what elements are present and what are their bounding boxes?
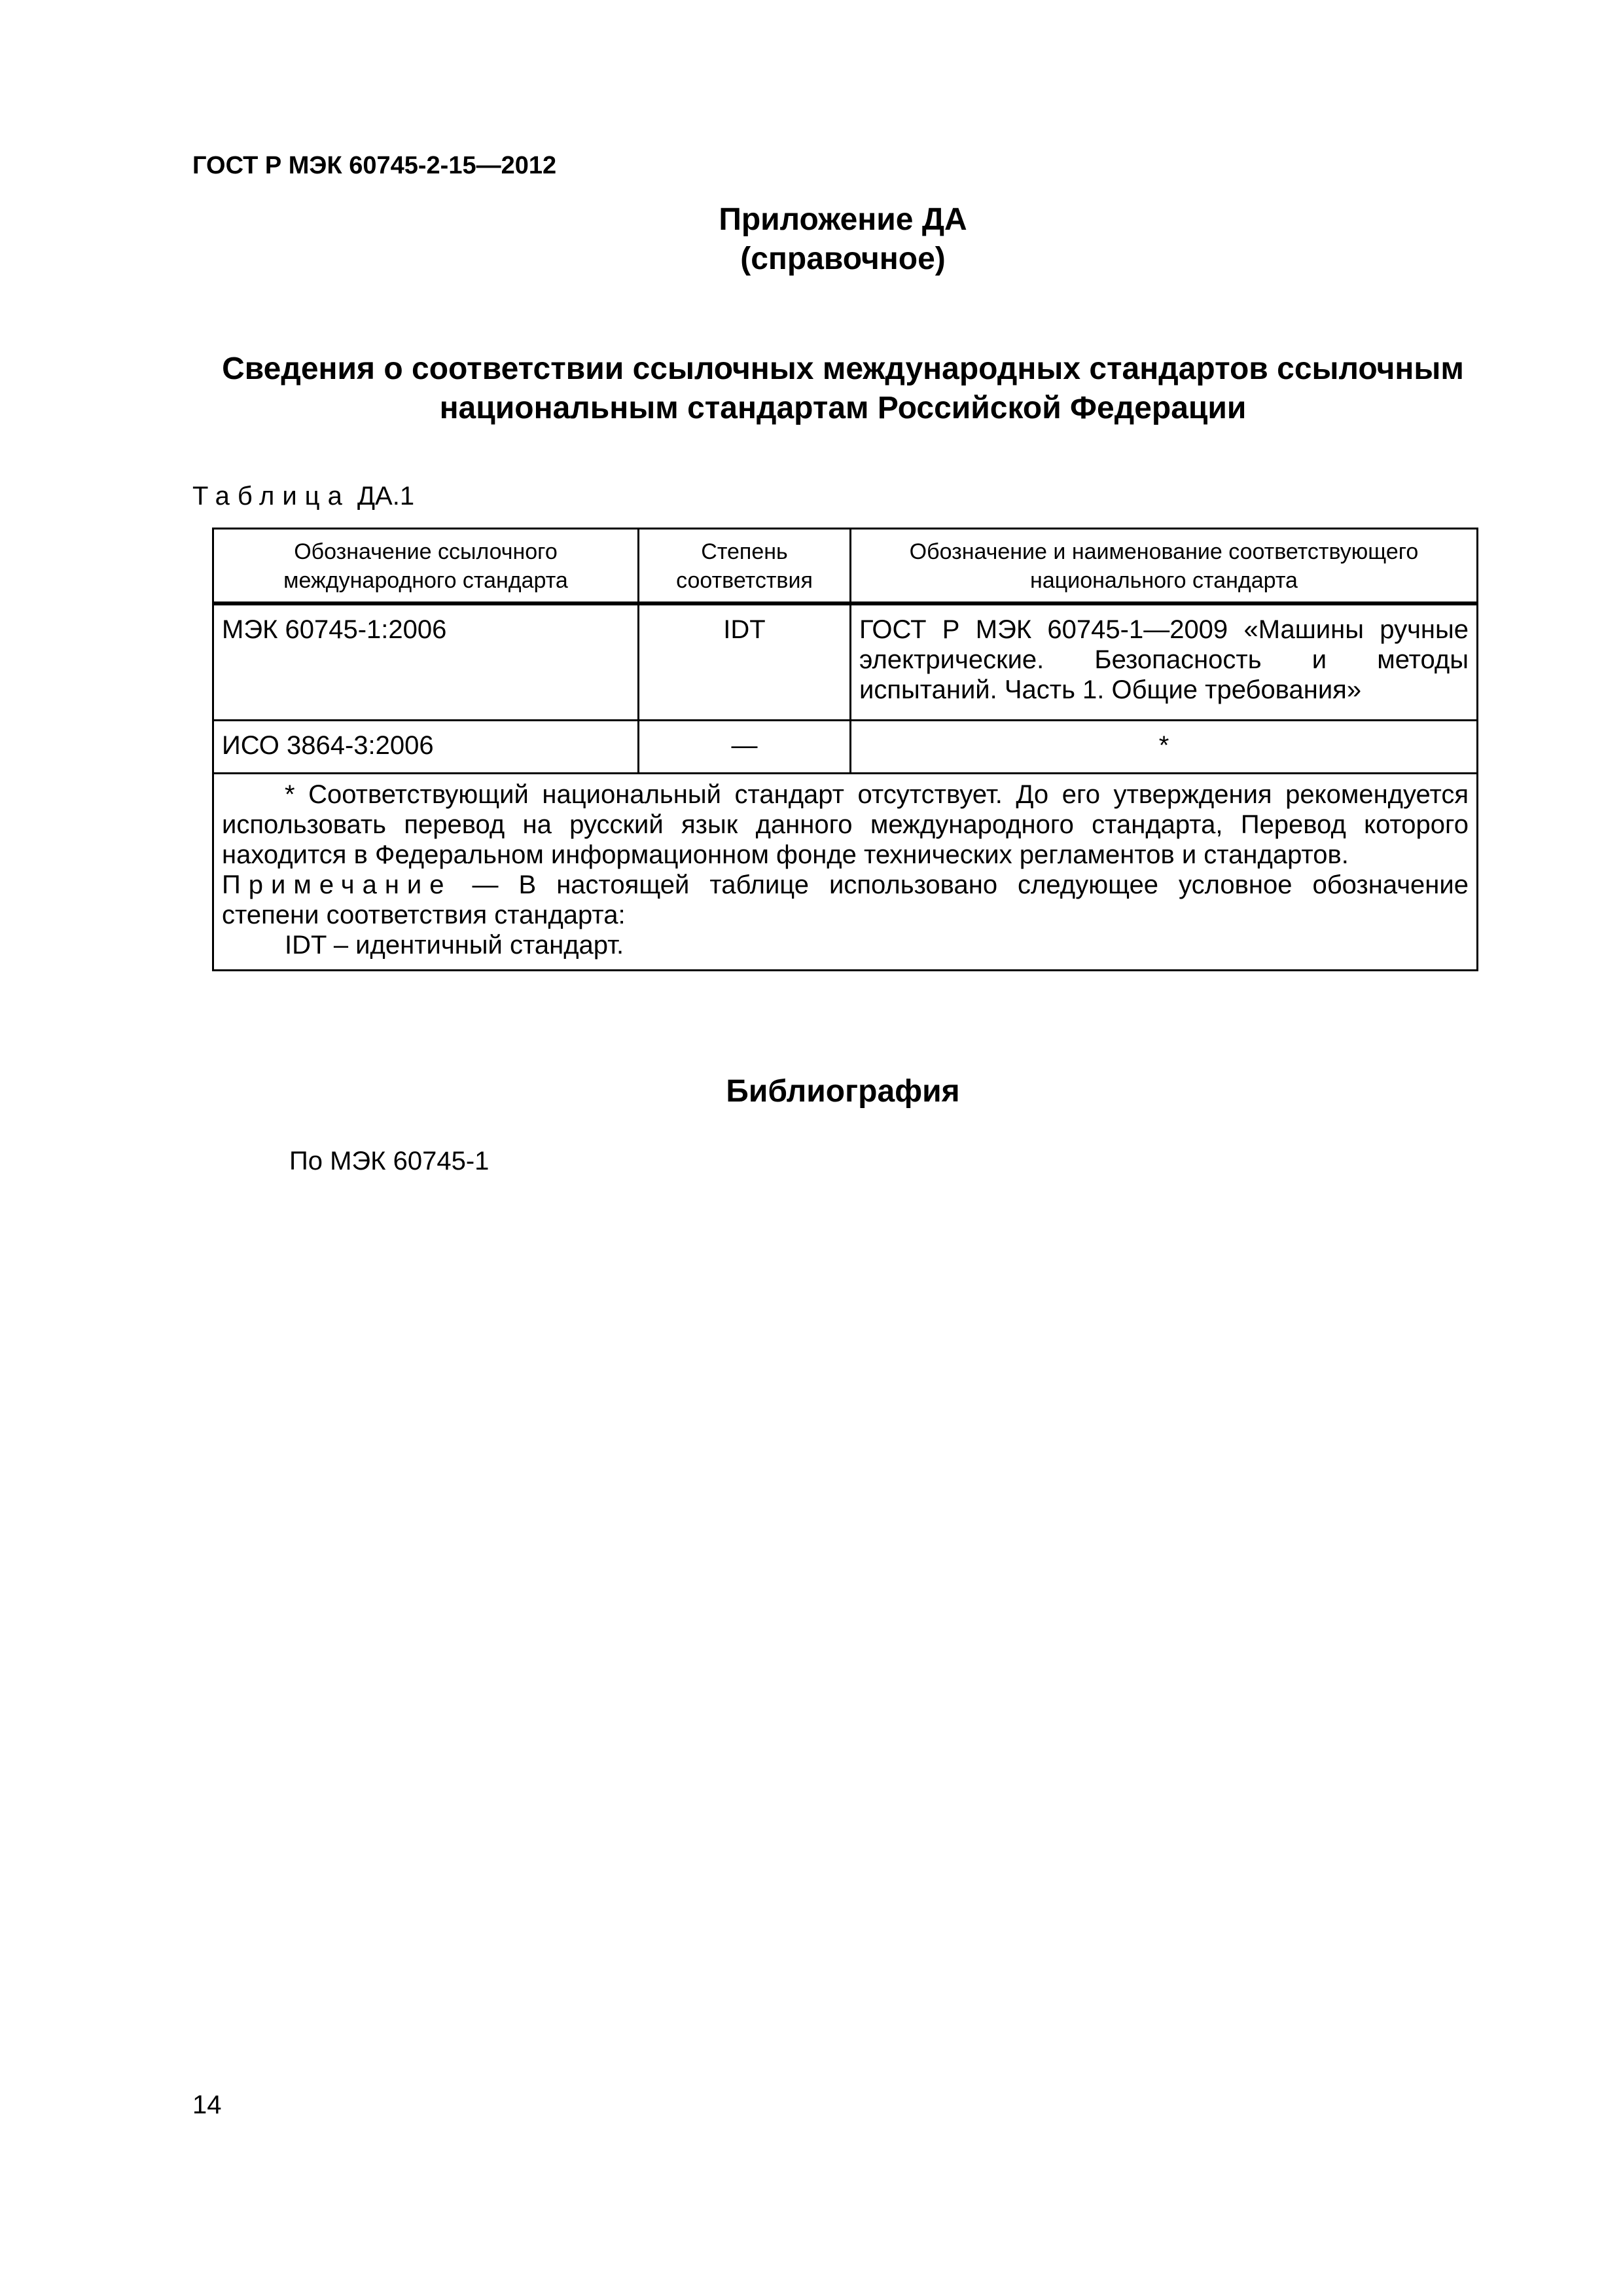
table-header-row	[213, 529, 1478, 604]
appendix-subtitle: (справочное)	[740, 242, 946, 276]
table-row	[213, 721, 1478, 774]
bibliography-title: Библиография	[726, 1074, 960, 1109]
header-national-standard	[851, 529, 1478, 604]
cell-national: ГОСТ Р МЭК 60745-1—2009 «Машины ручные электрические. Безопасность и методы испытаний. Часть 1. Общие требования»	[851, 603, 1478, 721]
appendix-heading	[0, 200, 1623, 279]
header-line: национального стандарта	[1030, 568, 1298, 593]
section-title	[192, 350, 1493, 428]
table-caption-number: ДА.1	[357, 482, 415, 511]
section-title-line-1: Сведения о соответствии ссылочных международных стандартов ссылочным	[222, 351, 1464, 386]
appendix-title: Приложение ДА	[719, 202, 967, 237]
page-number: 14	[192, 2090, 222, 2119]
header-degree	[639, 529, 851, 604]
cell-degree: —	[639, 721, 851, 774]
bibliography-text: По МЭК 60745-1	[289, 1147, 490, 1175]
table-footnote: * Соответствующий национальный стандарт отсутствует. До его утверждения рекомендуется использовать перевод на русский язык данного международного стандарта, Перевод которого находится в Федеральном информационном фонде технических регламентов и стандартов.	[222, 780, 1469, 869]
section-title-line-2: национальным стандартам Российской Федерации	[439, 391, 1247, 425]
table-note-cell	[213, 774, 1478, 971]
note-label: Примечание	[222, 870, 452, 899]
header-line: международного стандарта	[283, 568, 568, 593]
header-international-standard	[213, 529, 639, 604]
cell-standard: ИСО 3864-3:2006	[213, 721, 639, 774]
table-caption-word: Таблица	[192, 482, 350, 511]
cell-standard: МЭК 60745-1:2006	[213, 603, 639, 721]
table-note-row	[213, 774, 1478, 971]
table-legend: IDT – идентичный стандарт.	[285, 931, 624, 960]
cell-degree: IDT	[639, 603, 851, 721]
cell-national: *	[851, 721, 1478, 774]
note-text: — В настоящей таблице использовано следующее условное обозначение степени соответствия стандарта:	[222, 870, 1469, 929]
table-caption	[192, 482, 414, 511]
header-line: Степень	[701, 539, 788, 564]
table-note	[222, 870, 1469, 930]
correspondence-table	[212, 528, 1478, 971]
header-line: соответствия	[676, 568, 813, 593]
header-line: Обозначение и наименование соответствующего	[909, 539, 1419, 564]
header-line: Обозначение ссылочного	[294, 539, 558, 564]
document-code: ГОСТ Р МЭК 60745-2-15—2012	[192, 152, 557, 179]
table-row	[213, 603, 1478, 721]
